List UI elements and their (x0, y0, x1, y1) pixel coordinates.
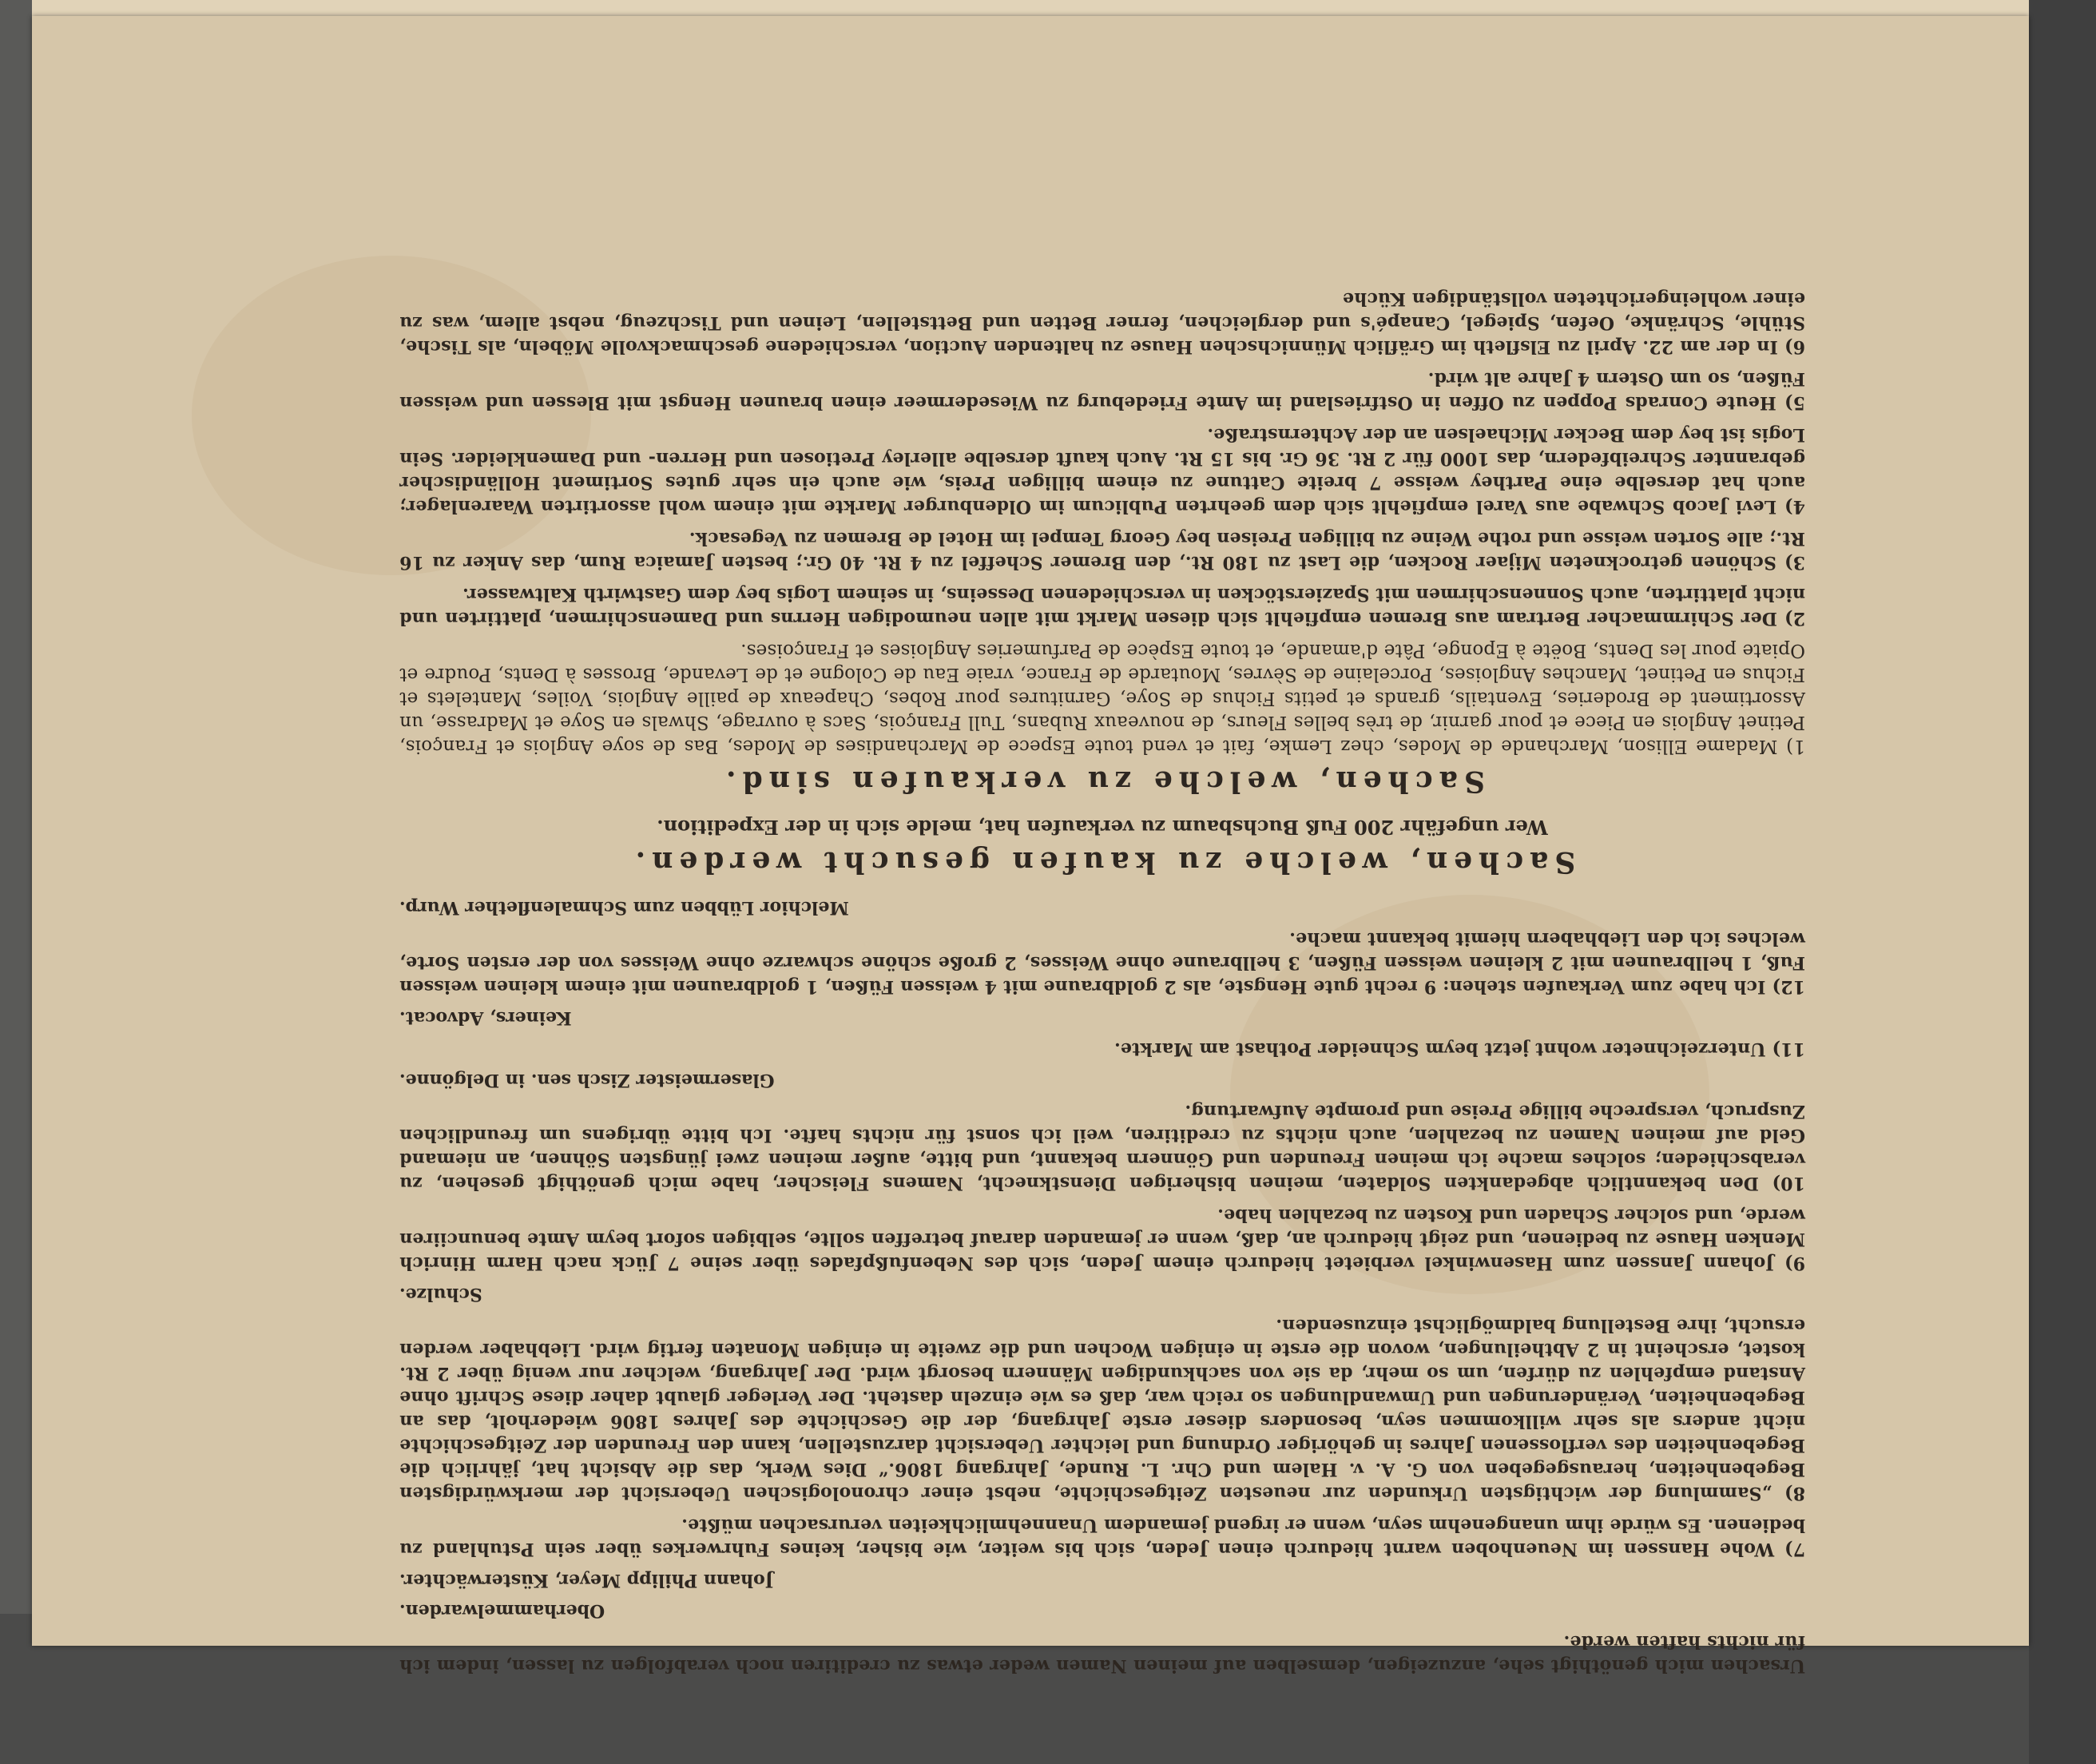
wanted-text: Wer ungefähr 200 Fuß Buchsbaum zu verkaufen hat, melde sich in der Expedition. (657, 816, 1548, 839)
sale-item-4: 4) Levi Jacob Schwabe aus Varel empfiehlt sich dem geehrten Publicum im Oldenburger Markte mit einem wohl assortirten Waarenlager; auch hat derselbe eine Parthey weisse 7 breite Cattune zu einem billigen Preis, wie auch ein sehr gutes Sortiment Holländischer gebrannter Schreibfedern, das 1000 für 2 Rt. 36 Gr. bis 15 Rt. Auch kauft derselbe allerley Pretiosen und Herren- und Damenkleider. Sein Logis ist bey dem Becker Michaelsen an der Achternstraße. (399, 424, 1805, 517)
signature: Schulze. (399, 1284, 482, 1305)
heading-wanted: Sachen, welche zu kaufen gesucht werden. (629, 845, 1576, 879)
notice-8: 8) „Sammlung der wichtigsten Urkunden zur neuesten Zeitgeschichte, nebst einer chronologischen Uebersicht der merkwürdigsten Begebenheiten, herausgegeben von G. A. v. Halem und Chr. L. Runde, Jahrgang 1806.“ Dies Werk, das die Absicht hat, jährlich die Begebenheiten des verflossenen Jahres in gehöriger Ordnung und leichter Uebersicht darzustellen, kann den Freunden der Zeitgeschichte nicht anders als sehr willkommen seyn, besonders dieser erste Jahrgang, der die Geschichte des Jahres 1806 wiederholt, das an Begebenheiten, Veränderungen und Umwandlungen so reich war, daß es wie einzeln dasteht. Der Verleger glaubt daher diese Schrift ohne Anstand empfehlen zu dürfen, um so mehr, da sie von sachkundigen Männern besorgt wird. Der Jahrgang, welcher nur wenig über 2 Rt. kostet, erscheint in 2 Abtheilungen, wovon die erste in einigen Wochen und die zweite in einigen Monaten fertig wird. Liebhaber werden ersucht, ihre Bestellung baldmöglichst einzusenden. (399, 1315, 1805, 1504)
background-binding (2029, 0, 2096, 1764)
signature: Johann Philipp Meyer, Küsterwächter. (399, 1570, 774, 1591)
signature: Keiners, Advocat. (399, 1007, 572, 1028)
notice-9: 9) Johann Janssen zum Hasenwinkel verbietet hiedurch einem Jeden, sich des Nebenfußpfades über seine 7 Jück nach Harm Hinrich Menken Hause zu bedienen, und zeigt hiedurch an, daß, wenn er jemanden darauf betreffen sollte, selbigen sofort beym Amte benunciiren werde, und solcher Schaden und Kosten zu bezahlen habe. (399, 1205, 1805, 1273)
notice-10: 10) Den bekanntlich abgedankten Soldaten, meinen bisherigen Dienstknecht, Namens Fleischer, habe mich genöthigt gesehen, zu verabschieden; solches mache ich meinen Freunden und Gönnern bekannt, und bitte, außer meinen zwei jüngsten Söhnen, an niemand Geld auf meinen Namen zu bezahlen, auch nichts zu creditiren, weil ich sonst für nichts hafte. Ich bitte übrigens um freundlichen Zuspruch, verspreche billige Preise und prompte Aufwartung. (399, 1101, 1805, 1194)
sale-item-2: 2) Der Schirmmacher Bertram aus Bremen empfiehlt sich diesen Markt mit allen neumodigen Herrns und Damenschirmen, plattirten und nicht plattirten, auch Sonnenschirmen mit Spazierstöcken in verschiedenen Desseins, in seinem Logis bey dem Gastwirth Kaltwasser. (399, 584, 1805, 629)
sale-item-6: 6) In der am 22. April zu Elsfleth im Gräflich Münnichschen Hause zu haltenden Auction, verschiedene geschmackvolle Möbeln, als Tische, Stühle, Schränke, Oefen, Spiegel, Canapé's und dergleichen, ferner Betten und Bettstellen, Leinen und Tischzeug, nebst allem, was zu einer wohleingerichteten vollständigen Küche (399, 288, 1805, 357)
signature: Melchior Lübben zum Schmalenflether Wurp. (399, 897, 849, 918)
signature: Oberhammelwarden. (399, 1600, 605, 1621)
signature: Glasermeister Zisch sen. in Delgönne. (399, 1070, 775, 1091)
notice-7: 7) Wohe Hanssen im Neuenhoben warnt hiedurch einen Jeden, sich bis weiter, wie bisher, keines Fuhrwerkes über sein Pstuhland zu bedienen. Es würde ihm unangenehm seyn, wenn er irgend jemandem Unannehmlichkeiten verursachen müßte. (399, 1515, 1805, 1559)
sale-item-1: 1) Madame Ellison, Marchande de Modes, chez Lemke, fait et vend toute Espece de Marchandises de Modes, Bas de soye Anglois et François, Petinet Anglois en Piece et pour garnir, de très belles Fleurs, de nouveaux Rubans, Tull François, Sacs à ouvrage, Shwals en Soye et Madrasse, un Assortiment de Broderies, Eventails, grands et petits Fichus de Soye, Garnitures pour Robes, Chapeaux de paille Anglois, Voiles, Mantelets et Fichus en Petinet, Manches Angloises, Porcelaine de Sèvres, Moutarde de France, vraie Eau de Cologne et de Levande, Brosses à Dents, Poudre et Opiate pour les Dents, Boëte à Eponge, Pâte d'amande, et toute Espèce de Parfumeries Angloises et Françoises. (399, 640, 1805, 757)
notice-12: 12) Ich habe zum Verkaufen stehen: 9 recht gute Hengste, als 2 goldbraune mit 4 weissen Füßen, 1 goldbraunen mit einem kleinen weissen Fuß, 1 hellbraunen mit 2 kleinen weissen Füßen, 3 hellbraune ohne Weisses, 2 große schöne schwarze ohne Weisses von der ersten Sorte, welches ich den Liebhabern hiemit bekannt mache. (399, 928, 1805, 997)
notice-11: 11) Unterzeichneter wohnt jetzt beym Schneider Pothast am Markte. (1114, 1039, 1805, 1059)
sale-item-5: 5) Heute Conrads Poppen zu Offen in Ostfriesland im Amte Friedeburg zu Wiesedermeer einen braunen Hengst mit Blessen und weissen Füßen, so um Ostern 4 Jahre alt wird. (399, 368, 1805, 413)
paragraph-intro: Ursachen mich genöthigt sehe, anzuzeigen, demselben auf meinen Namen weder etwas zu creditiren noch verabfolgen zu lassen, indem ich für nichts haften werde. (399, 1631, 1805, 1676)
heading-for-sale: Sachen, welche zu verkaufen sind. (720, 765, 1485, 798)
sale-item-3: 3) Schönen getrockneten Mijaer Rocken, die Last zu 180 Rt., den Bremer Scheffel zu 4 Rt. 40 Gr.; besten Jamaica Rum, das Anker zu 16 Rt.; alle Sorten weisse und rothe Weine zu billigen Preisen bey Georg Tempel im Hotel de Bremen zu Vegesack. (399, 528, 1805, 573)
rotated-text-block (399, 0, 1805, 1678)
page-text (399, 0, 1805, 1678)
